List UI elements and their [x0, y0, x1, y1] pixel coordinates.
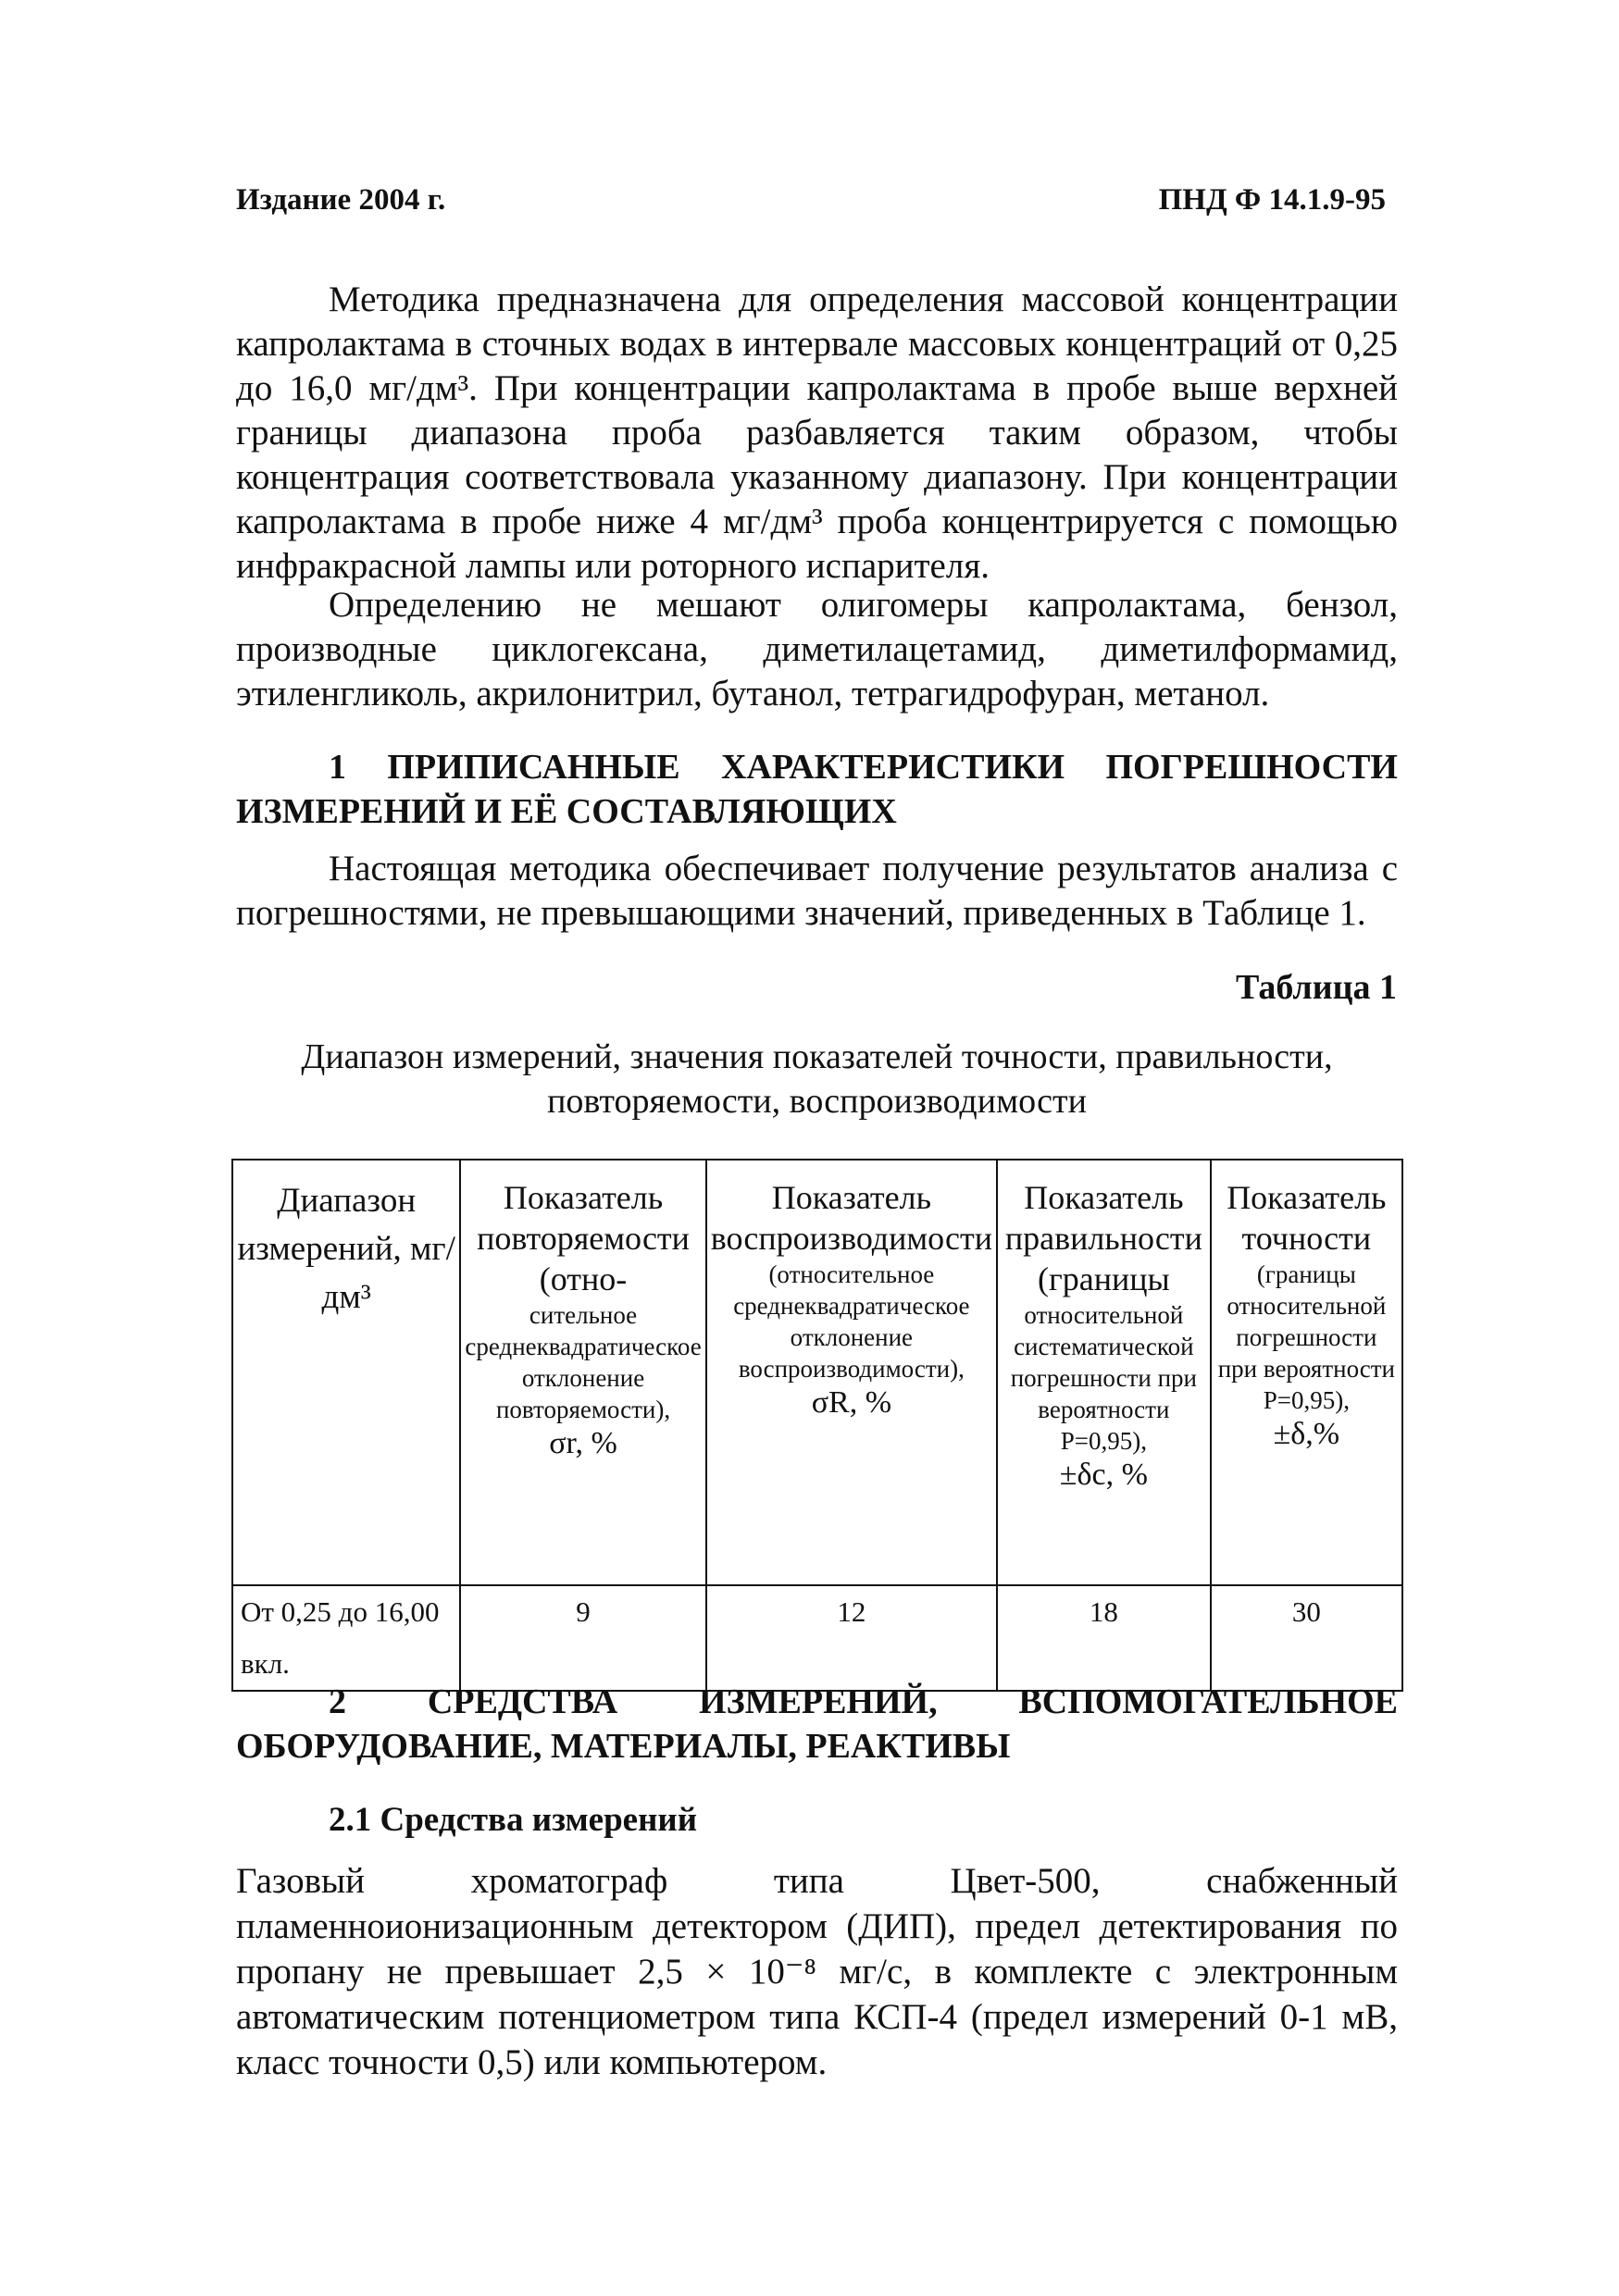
intro-text-2: Определению не мешают олигомеры капролактама, бензол, производные циклогексана, диметилацетамид, диметилформамид, этиленгликоль, акрилонитрил, бутанол, тетрагидрофуран, метанол.	[236, 585, 1398, 714]
header-repeatability-title: Показатель повторяемости (отно-	[477, 1179, 690, 1297]
table-header-row	[232, 1160, 1402, 1585]
row-repeatability-value: 9	[460, 1585, 705, 1691]
intro-paragraph-2	[236, 583, 1398, 716]
row-accuracy-value: 30	[1211, 1585, 1402, 1691]
row-reproducibility-value: 12	[706, 1585, 997, 1691]
intro-text-1: Методика предназначена для определения массовой концентрации капролактама в сточных водах в интервале массовых концентраций от 0,25 до 16,0 мг/дм³. При концентрации капролактама в пробе выше верхней границы диапазона проба разбавляется таким образом, чтобы концентрация соответствовала указанному диапазону. При концентрации капролактама в пробе ниже 4 мг/дм³ проба концентрируется с помощью инфракрасной лампы или роторного испарителя.	[236, 279, 1398, 586]
header-range	[232, 1160, 460, 1585]
accuracy-table	[231, 1159, 1403, 1692]
row-range: От 0,25 до 16,00 вкл.	[232, 1585, 460, 1691]
section-2-paragraph	[236, 1858, 1398, 2085]
header-reproducibility-sub: (относительное среднеквадратическое отклонение воспроизводимости),	[733, 1260, 970, 1383]
section-2-title: 2 СРЕДСТВА ИЗМЕРЕНИЙ, ВСПОМОГАТЕЛЬНОЕ ОБОРУДОВАНИЕ, МАТЕРИАЛЫ, РЕАКТИВЫ	[236, 1682, 1398, 1766]
header-range-title: Диапазон измерений, мг/дм³	[237, 1182, 455, 1316]
table-label: Таблица 1	[1235, 968, 1397, 1007]
header-repeatability-symbol: σr, %	[549, 1426, 617, 1460]
header-reproducibility-symbol: σR, %	[811, 1385, 892, 1420]
intro-paragraph-1	[236, 278, 1398, 589]
header-repeatability-sub: сительное среднеквадратическое отклонение повторяемости),	[465, 1301, 702, 1423]
edition-label: Издание 2004 г.	[236, 183, 446, 217]
header-accuracy	[1211, 1160, 1402, 1585]
header-accuracy-sub: (границы относительной погрешности при вероятности Р=0,95),	[1217, 1260, 1395, 1414]
header-trueness-sub: относительной систематической погрешности при вероятности Р=0,95),	[1010, 1301, 1197, 1455]
subsection-2-1-title: 2.1 Средства измерений	[329, 1801, 698, 1839]
document-code: ПНД Ф 14.1.9-95	[1158, 183, 1386, 217]
header-trueness-symbol: ±δc, %	[1059, 1458, 1148, 1492]
row-trueness-value: 18	[997, 1585, 1211, 1691]
header-accuracy-title: Показатель точности	[1227, 1179, 1387, 1257]
header-trueness	[997, 1160, 1211, 1585]
section-1-text: Настоящая методика обеспечивает получение результатов анализа с погрешностями, не превышающими значений, приведенных в Таблице 1.	[236, 849, 1398, 933]
section-1-title: 1 ПРИПИСАННЫЕ ХАРАКТЕРИСТИКИ ПОГРЕШНОСТИ ИЗМЕРЕНИЙ И ЕЁ СОСТАВЛЯЮЩИХ	[236, 748, 1398, 831]
header-accuracy-symbol: ±δ,%	[1273, 1417, 1340, 1451]
header-reproducibility-title: Показатель воспроизводимости	[710, 1179, 993, 1257]
section-1-paragraph	[236, 847, 1398, 936]
header-reproducibility	[706, 1160, 997, 1585]
header-trueness-title: Показатель правильности (границы	[1004, 1179, 1202, 1297]
section-2-text: Газовый хроматограф типа Цвет-500, снабженный пламенноионизационным детектором (ДИП), предел детектирования по пропану не превышает 2,5 × 10⁻⁸ мг/с, в комплекте с электронным автоматическим потенциометром типа КСП-4 (предел измерений 0-1 мВ, класс точности 0,5) или компьютером.	[236, 1861, 1398, 2082]
table-caption: Диапазон измерений, значения показателей точности, правильности, повторяемости, воспроизводимости	[301, 1037, 1333, 1121]
header-repeatability	[460, 1160, 705, 1585]
table-row	[232, 1585, 1402, 1691]
